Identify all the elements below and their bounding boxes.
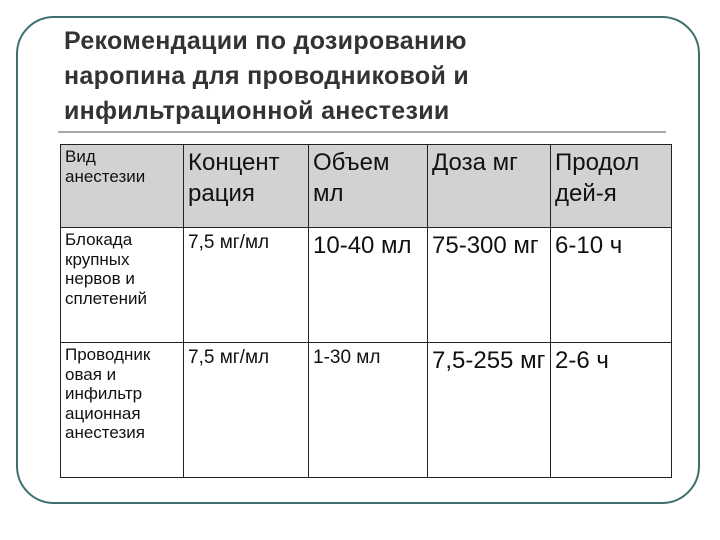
- table-header-row: [61, 145, 672, 228]
- cell-duration: 6-10 ч: [551, 228, 672, 343]
- table-row: [61, 343, 672, 478]
- title-line-1: Рекомендации по дозированию: [64, 27, 467, 55]
- cell-duration: 2-6 ч: [551, 343, 672, 478]
- header-cell-volume: Объем мл: [309, 145, 428, 228]
- cell-dose: 7,5-255 мг: [428, 343, 551, 478]
- cell-volume: 10-40 мл: [309, 228, 428, 343]
- cell-concentration: 7,5 мг/мл: [184, 228, 309, 343]
- cell-concentration: 7,5 мг/мл: [184, 343, 309, 478]
- slide-title: [64, 24, 664, 129]
- cell-type: Проводник овая и инфильтр ационная анестезия: [61, 343, 184, 478]
- cell-type: Блокада крупных нервов и сплетений: [61, 228, 184, 343]
- title-line-2: наропина для проводниковой и: [64, 62, 470, 90]
- dosage-table: [60, 144, 672, 478]
- header-cell-duration: Продол дей-я: [551, 145, 672, 228]
- cell-volume: 1-30 мл: [309, 343, 428, 478]
- title-divider: [58, 131, 666, 133]
- title-line-3: инфильтрационной анестезии: [64, 97, 450, 125]
- header-cell-concentration: Концент рация: [184, 145, 309, 228]
- table-row: [61, 228, 672, 343]
- header-cell-dose: Доза мг: [428, 145, 551, 228]
- cell-dose: 75-300 мг: [428, 228, 551, 343]
- header-cell-type: Вид анестезии: [61, 145, 184, 228]
